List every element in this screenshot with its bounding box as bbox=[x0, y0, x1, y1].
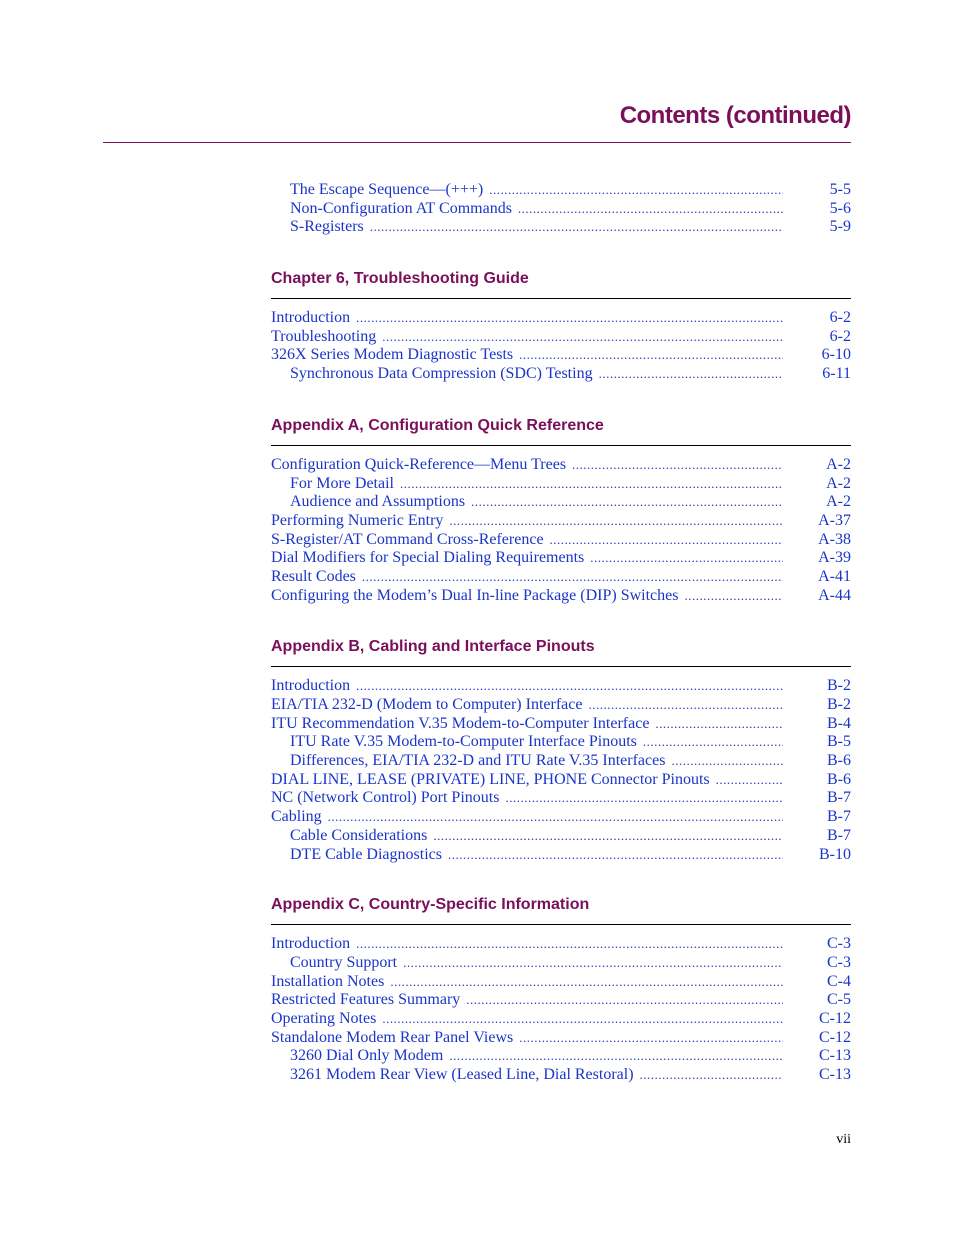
dot-leader bbox=[362, 568, 783, 587]
toc-entry-page: C-12 bbox=[819, 1028, 851, 1046]
toc-entry-page: C-13 bbox=[819, 1066, 851, 1083]
toc-entry-page: B-7 bbox=[827, 826, 851, 844]
toc-entry-page: C-5 bbox=[827, 991, 851, 1009]
toc-entry-main bbox=[271, 309, 783, 328]
toc-entry-main bbox=[271, 991, 783, 1010]
toc-entry-link[interactable] bbox=[271, 181, 851, 200]
toc-entry-label: DIAL LINE, LEASE (PRIVATE) LINE, PHONE Connector Pinouts bbox=[271, 770, 710, 788]
toc-entry-link[interactable] bbox=[271, 549, 851, 568]
dot-leader bbox=[400, 475, 783, 494]
toc-entry-link[interactable] bbox=[271, 456, 851, 475]
toc-entry-main bbox=[271, 808, 783, 827]
toc-entry-main bbox=[271, 365, 783, 384]
toc-entry-page: B-6 bbox=[827, 770, 851, 788]
toc-entry-label: 326X Series Modem Diagnostic Tests bbox=[271, 346, 514, 364]
toc-entry-main bbox=[271, 568, 783, 587]
toc-entry-page: A-2 bbox=[826, 455, 851, 473]
toc-section bbox=[271, 896, 851, 1085]
dot-leader bbox=[505, 789, 783, 808]
toc-entry-label: 3260 Dial Only Modem bbox=[290, 1047, 444, 1065]
toc-entry-link[interactable] bbox=[271, 493, 851, 512]
toc-entry-label: S-Registers bbox=[290, 218, 364, 236]
toc-entry-page: A-39 bbox=[818, 549, 851, 567]
toc-entry-main bbox=[271, 493, 783, 512]
toc-entry-link[interactable] bbox=[271, 789, 851, 808]
toc-entry-link[interactable] bbox=[271, 1047, 851, 1066]
toc-entry-page: A-41 bbox=[818, 567, 851, 585]
toc-entry-link[interactable] bbox=[271, 954, 851, 973]
toc-entry-link[interactable] bbox=[271, 309, 851, 328]
toc-entry-link[interactable] bbox=[271, 365, 851, 384]
toc-entry-label: EIA/TIA 232-D (Modem to Computer) Interface bbox=[271, 696, 583, 713]
toc-entry-main bbox=[271, 200, 783, 219]
toc-entry-link[interactable] bbox=[271, 752, 851, 771]
toc-section bbox=[271, 270, 851, 384]
toc-entry-main bbox=[271, 752, 783, 771]
toc-entry-page: B-5 bbox=[827, 733, 851, 751]
toc-entry-label: Introduction bbox=[271, 309, 351, 327]
dot-leader bbox=[519, 1029, 783, 1048]
toc-entry-page: 6-11 bbox=[822, 365, 851, 383]
toc-entry-page: B-7 bbox=[827, 808, 851, 826]
toc-entry-label: Dial Modifiers for Special Dialing Requirements bbox=[271, 549, 585, 567]
toc-entry-label: Operating Notes bbox=[271, 1009, 377, 1027]
toc-entry-label: Troubleshooting bbox=[271, 327, 377, 345]
toc-entry-main bbox=[271, 846, 783, 865]
toc-entry-link[interactable] bbox=[271, 973, 851, 992]
section-heading: Appendix A, Configuration Quick Reference bbox=[271, 417, 851, 446]
toc-entry-page: B-2 bbox=[827, 677, 851, 695]
dot-leader bbox=[471, 493, 783, 512]
toc-entry-main bbox=[271, 696, 783, 715]
toc-section bbox=[271, 638, 851, 864]
toc-entry-link[interactable] bbox=[271, 1066, 851, 1085]
toc-entry-link[interactable] bbox=[271, 218, 851, 237]
dot-leader bbox=[466, 991, 783, 1010]
toc-entry-label: Cabling bbox=[271, 808, 322, 826]
toc-entry-link[interactable] bbox=[271, 200, 851, 219]
toc-entry-main bbox=[271, 771, 783, 790]
toc-entry-page: B-4 bbox=[827, 714, 851, 732]
toc-entry-link[interactable] bbox=[271, 568, 851, 587]
toc-entry-main bbox=[271, 587, 783, 606]
toc-entry-link[interactable] bbox=[271, 991, 851, 1010]
dot-leader bbox=[588, 696, 783, 715]
toc-entry-label: ITU Rate V.35 Modem-to-Computer Interface Pinouts bbox=[290, 733, 637, 751]
toc-section bbox=[271, 417, 851, 606]
toc-entry-page: A-2 bbox=[826, 493, 851, 511]
toc-entry-main bbox=[271, 1066, 783, 1085]
section-spacer bbox=[271, 384, 851, 417]
toc-entry-link[interactable] bbox=[271, 328, 851, 347]
toc-entry-main bbox=[271, 1029, 783, 1048]
toc-entry-label: NC (Network Control) Port Pinouts bbox=[271, 789, 500, 807]
toc-entry-page: C-4 bbox=[827, 972, 851, 990]
toc-entry-link[interactable] bbox=[271, 846, 851, 865]
toc-entry-main bbox=[271, 475, 783, 494]
toc-entry-main bbox=[271, 456, 783, 475]
toc-entry-page: C-3 bbox=[827, 953, 851, 971]
dot-leader bbox=[518, 200, 783, 219]
toc-entry-label: Country Support bbox=[290, 953, 398, 971]
toc-entry-main bbox=[271, 531, 783, 550]
toc-entry-link[interactable] bbox=[271, 935, 851, 954]
toc-entry-link[interactable] bbox=[271, 1010, 851, 1029]
toc-entry-main bbox=[271, 789, 783, 808]
dot-leader bbox=[403, 954, 783, 973]
dot-leader bbox=[356, 935, 783, 954]
toc-entry-label: The Escape Sequence—(+++) bbox=[290, 181, 484, 198]
dot-leader bbox=[448, 846, 783, 865]
toc-entry-label: Configuring the Modem’s Dual In-line Package (DIP) Switches bbox=[271, 586, 679, 604]
toc-entry-link[interactable] bbox=[271, 733, 851, 752]
page-number: vii bbox=[836, 1132, 851, 1147]
dot-leader bbox=[599, 365, 783, 384]
dot-leader bbox=[716, 771, 783, 790]
toc-entry-label: Configuration Quick-Reference—Menu Trees bbox=[271, 455, 567, 473]
toc-entry-main bbox=[271, 218, 783, 237]
toc-entry-page: C-13 bbox=[819, 1047, 851, 1065]
section-heading: Appendix B, Cabling and Interface Pinouts bbox=[271, 638, 851, 667]
toc-entry-page: C-12 bbox=[819, 1009, 851, 1027]
toc-entry-label: Non-Configuration AT Commands bbox=[290, 199, 512, 217]
toc-entry-main bbox=[271, 1047, 783, 1066]
dot-leader bbox=[643, 733, 783, 752]
section-heading: Appendix C, Country-Specific Information bbox=[271, 896, 851, 925]
toc-entry-link[interactable] bbox=[271, 587, 851, 606]
dot-leader bbox=[572, 456, 783, 475]
toc-entry-label: 3261 Modem Rear View (Leased Line, Dial Restoral) bbox=[290, 1066, 634, 1083]
toc-entry-link[interactable] bbox=[271, 808, 851, 827]
dot-leader bbox=[370, 218, 783, 237]
section-heading: Chapter 6, Troubleshooting Guide bbox=[271, 270, 851, 299]
toc-entry-main bbox=[271, 733, 783, 752]
toc-entry-page: A-38 bbox=[818, 530, 851, 548]
toc-entry-link[interactable] bbox=[271, 771, 851, 790]
toc-entry-link[interactable] bbox=[271, 531, 851, 550]
toc-entry-label: Differences, EIA/TIA 232-D and ITU Rate V.35 Interfaces bbox=[290, 752, 666, 770]
dot-leader bbox=[684, 587, 783, 606]
toc-entry-page: A-44 bbox=[818, 586, 851, 604]
section-spacer bbox=[271, 237, 851, 270]
toc-entry-label: Synchronous Data Compression (SDC) Testing bbox=[290, 365, 593, 383]
dot-leader bbox=[640, 1066, 783, 1085]
page-title: Contents (continued) bbox=[619, 102, 851, 129]
toc-entry-main bbox=[271, 954, 783, 973]
toc-entry-link[interactable] bbox=[271, 475, 851, 494]
toc-entry-link[interactable] bbox=[271, 512, 851, 531]
toc-entry-page: 6-2 bbox=[829, 309, 851, 327]
dot-leader bbox=[590, 549, 783, 568]
toc-entry-page: 6-2 bbox=[829, 327, 851, 345]
toc-entry-link[interactable] bbox=[271, 696, 851, 715]
toc-entry-main bbox=[271, 181, 783, 200]
toc-entry-page: C-3 bbox=[827, 935, 851, 953]
section-spacer bbox=[271, 864, 851, 896]
toc-entry-label: Introduction bbox=[271, 935, 351, 953]
toc-entry-link[interactable] bbox=[271, 1029, 851, 1048]
toc-entry-page: 6-10 bbox=[821, 346, 851, 364]
toc-entry-main bbox=[271, 1010, 783, 1029]
toc-entry-link[interactable] bbox=[271, 827, 851, 846]
toc-entry-link[interactable] bbox=[271, 346, 851, 365]
toc-entry-page: B-2 bbox=[827, 696, 851, 713]
toc-entry-label: Cable Considerations bbox=[290, 826, 428, 844]
toc-entry-link[interactable] bbox=[271, 715, 851, 734]
toc-entry-label: Standalone Modem Rear Panel Views bbox=[271, 1028, 514, 1046]
toc-entry-main bbox=[271, 973, 783, 992]
title-rule bbox=[103, 142, 851, 143]
toc-entry-page: B-10 bbox=[819, 845, 851, 863]
dot-leader bbox=[671, 752, 783, 771]
toc-entry-main bbox=[271, 677, 783, 696]
toc-entry-main bbox=[271, 346, 783, 365]
toc-entry-page: B-7 bbox=[827, 789, 851, 807]
dot-leader bbox=[356, 677, 783, 696]
dot-leader bbox=[433, 827, 783, 846]
toc-entry-main bbox=[271, 512, 783, 531]
toc-entry-page: B-6 bbox=[827, 752, 851, 770]
dot-leader bbox=[328, 808, 783, 827]
toc-entry-page: 5-6 bbox=[829, 199, 851, 217]
toc-entry-page: 5-5 bbox=[829, 181, 851, 198]
dot-leader bbox=[655, 715, 783, 734]
dot-leader bbox=[390, 973, 783, 992]
toc-entry-label: ITU Recommendation V.35 Modem-to-Computer Interface bbox=[271, 714, 650, 732]
toc-entry-label: S-Register/AT Command Cross-Reference bbox=[271, 530, 544, 548]
toc-entry-main bbox=[271, 328, 783, 347]
dot-leader bbox=[519, 346, 783, 365]
table-of-contents bbox=[271, 181, 851, 1085]
toc-entry-page: A-2 bbox=[826, 474, 851, 492]
toc-entry-label: DTE Cable Diagnostics bbox=[290, 845, 442, 863]
dot-leader bbox=[382, 328, 783, 347]
dot-leader bbox=[550, 531, 783, 550]
toc-entry-label: Installation Notes bbox=[271, 972, 385, 990]
toc-entry-main bbox=[271, 549, 783, 568]
toc-entry-label: Restricted Features Summary bbox=[271, 991, 461, 1009]
dot-leader bbox=[489, 181, 783, 200]
toc-entry-main bbox=[271, 827, 783, 846]
toc-entry-label: Performing Numeric Entry bbox=[271, 511, 444, 529]
toc-entry-label: Audience and Assumptions bbox=[290, 493, 466, 511]
section-spacer bbox=[271, 605, 851, 638]
toc-section bbox=[271, 181, 851, 237]
toc-entry-main bbox=[271, 935, 783, 954]
toc-entry-page: 5-9 bbox=[829, 218, 851, 236]
toc-entry-link[interactable] bbox=[271, 677, 851, 696]
toc-entry-main bbox=[271, 715, 783, 734]
dot-leader bbox=[382, 1010, 783, 1029]
dot-leader bbox=[449, 512, 783, 531]
dot-leader bbox=[449, 1047, 783, 1066]
toc-entry-label: For More Detail bbox=[290, 474, 394, 492]
toc-entry-label: Result Codes bbox=[271, 567, 356, 585]
dot-leader bbox=[356, 309, 783, 328]
toc-entry-label: Introduction bbox=[271, 677, 351, 695]
toc-entry-page: A-37 bbox=[818, 511, 851, 529]
